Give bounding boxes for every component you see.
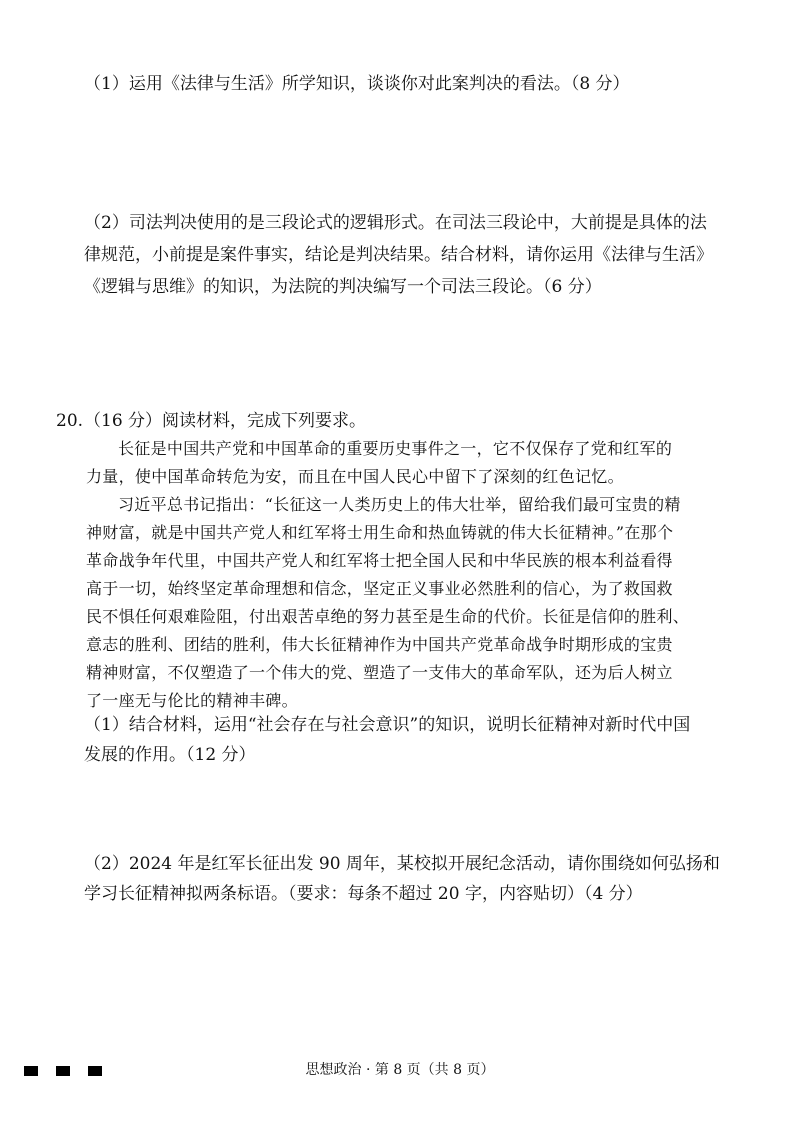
q20-material-line-5: 革命战争年代里，中国共产党人和红军将士把全国人民和中华民族的根本利益看得 (86, 551, 673, 570)
q20-material-line-8: 意志的胜利、团结的胜利，伟大长征精神作为中国共产党革命战争时期形成的宝贵 (86, 635, 673, 654)
q20-number: 20. (56, 411, 84, 431)
q19-part2-line-3: 《逻辑与思维》的知识，为法院的判决编写一个司法三段论。（6 分） (84, 277, 602, 297)
q19-part1: （1）运用《法律与生活》所学知识，谈谈你对此案判决的看法。（8 分） (84, 74, 630, 94)
q20-part1-line-1: （1）结合材料，运用“社会存在与社会意识”的知识，说明长征精神对新时代中国 (84, 715, 691, 735)
q20-material-line-4: 神财富，就是中国共产党人和红军将士用生命和热血铸就的伟大长征精神。”在那个 (86, 523, 674, 542)
q20-material-line-7: 民不惧任何艰难险阻，付出艰苦卓绝的努力甚至是生命的代价。长征是信仰的胜利、 (86, 607, 690, 626)
q20-part1-line-2: 发展的作用。（12 分） (84, 745, 256, 765)
q19-part2-line-1: （2）司法判决使用的是三段论式的逻辑形式。在司法三段论中，大前提是具体的法 (84, 213, 707, 233)
q20-material-line-2: 力量，使中国革命转危为安，而且在中国人民心中留下了深刻的红色记忆。 (86, 467, 624, 486)
q20-material-line-1: 长征是中国共产党和中国革命的重要历史事件之一，它不仅保存了党和红军的 (118, 439, 673, 458)
q19-part2-line-2: 律规范，小前提是案件事实，结论是判决结果。结合材料，请你运用《法律与生活》 (84, 245, 713, 265)
q20-part2-line-2: 学习长征精神拟两条标语。（要求：每条不超过 20 字，内容贴切）（4 分） (84, 884, 643, 904)
q20-material-line-10: 了一座无与伦比的精神丰碑。 (86, 691, 298, 710)
q20-material-line-3: 习近平总书记指出：“长征这一人类历史上的伟大壮举，留给我们最可宝贵的精 (118, 495, 681, 514)
q20-material-line-6: 高于一切，始终坚定革命理想和信念，坚定正义事业必然胜利的信心，为了救国救 (86, 579, 673, 598)
page-footer: 思想政治 · 第 8 页（共 8 页） (305, 1062, 495, 1078)
q20-intro: （16 分）阅读材料，完成下列要求。 (84, 411, 367, 431)
q20-part2-line-1: （2）2024 年是红军长征出发 90 周年，某校拟开展纪念活动，请你围绕如何弘扬和 (84, 854, 720, 874)
q20-material-line-9: 精神财富，不仅塑造了一个伟大的党、塑造了一支伟大的革命军队，还为后人树立 (86, 663, 673, 682)
